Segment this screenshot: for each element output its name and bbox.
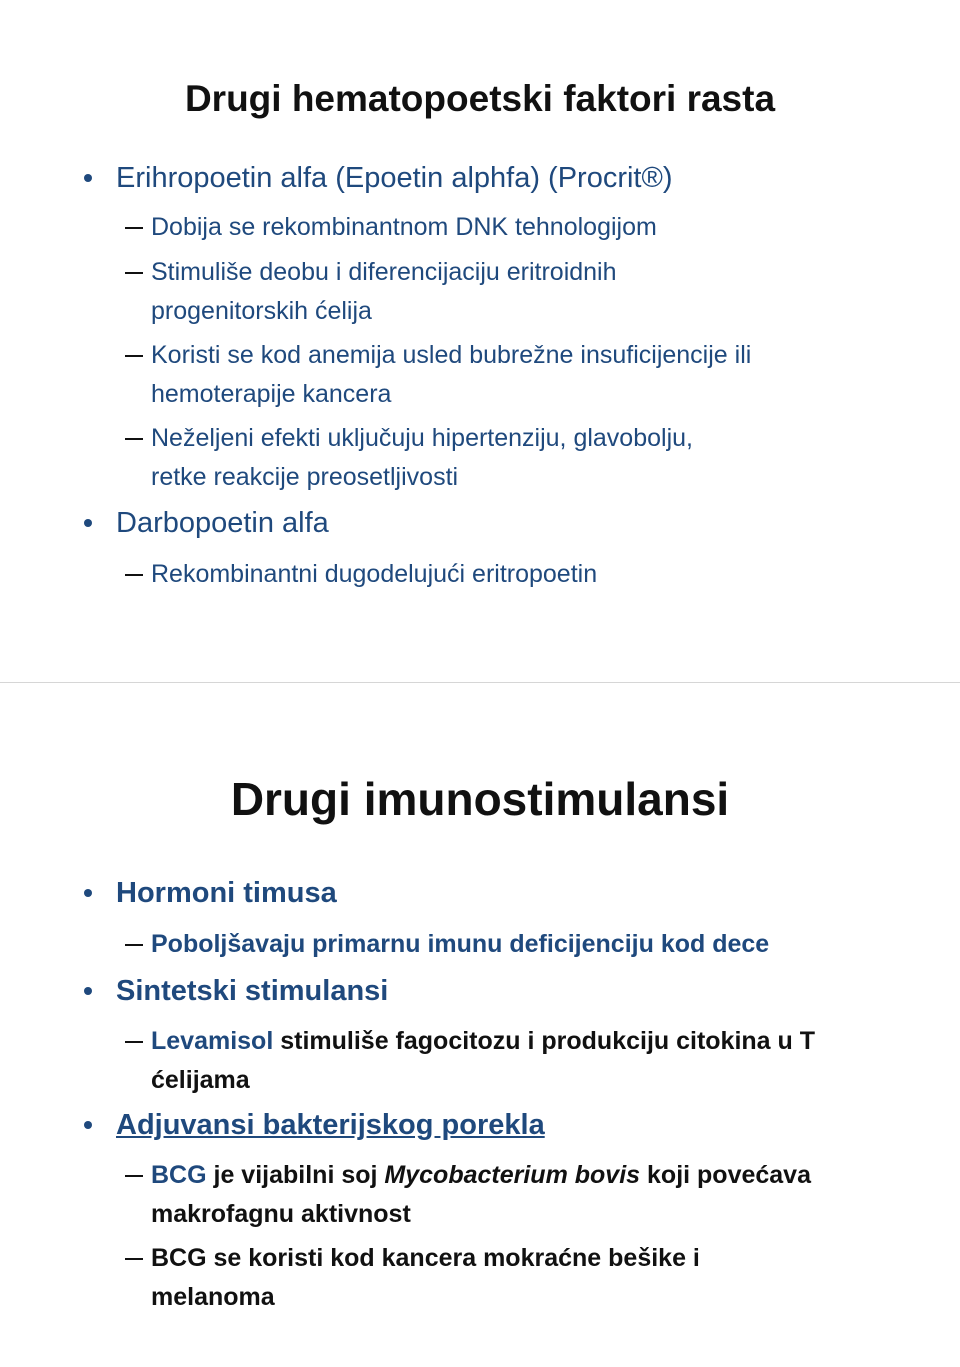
bcg-cancer-line2: melanoma xyxy=(151,1283,275,1311)
dash-marker xyxy=(125,438,143,440)
slide-1-title: Drugi hematopoetski faktori rasta xyxy=(184,78,776,119)
subbullet-text-line1: Stimuliše deobu i diferencijaciju eritroidnih xyxy=(151,258,617,286)
bullet-text: Erihropoetin alfa (Epoetin alphfa) (Procrit®) xyxy=(116,162,673,194)
dash-marker xyxy=(125,1041,143,1043)
subbullet-text-line2: progenitorskih ćelija xyxy=(151,297,372,325)
subbullet-stimulates xyxy=(151,253,617,331)
bullet-text: Sintetski stimulansi xyxy=(116,975,389,1007)
dash-marker xyxy=(125,944,143,946)
bullet-synthetic-stimulants xyxy=(116,975,388,1008)
slide-2-title: Drugi imunostimulansi xyxy=(230,773,730,825)
bullet-erythropoietin xyxy=(116,162,673,195)
bullet-text: Hormoni timusa xyxy=(116,877,337,909)
dash-marker xyxy=(125,1175,143,1177)
bcg-term: BCG xyxy=(151,1161,207,1189)
subbullet-text: Poboljšavaju primarnu imunu deficijenciju kod dece xyxy=(151,930,770,958)
bullet-dot xyxy=(84,889,92,897)
bcg-part2: koji povećava xyxy=(647,1161,811,1189)
subbullet-recombinant xyxy=(151,208,657,247)
subbullet-improve-immunity xyxy=(151,925,769,964)
subbullet-bcg-strain xyxy=(151,1156,811,1234)
bullet-bacterial-adjuvants xyxy=(116,1109,545,1142)
bullet-dot xyxy=(84,174,92,182)
bullet-dot xyxy=(84,519,92,527)
subbullet-levamisol xyxy=(151,1022,815,1100)
subbullet-bcg-cancer xyxy=(151,1239,700,1317)
bcg-cancer-line1: BCG se koristi kod kancera mokraćne bešike i xyxy=(151,1244,700,1272)
dash-marker xyxy=(125,272,143,274)
subbullet-side-effects xyxy=(151,419,693,497)
bullet-dot xyxy=(84,987,92,995)
subbullet-used-for xyxy=(151,336,751,414)
bullet-thymus-hormones xyxy=(116,877,337,910)
bullet-text: Adjuvansi bakterijskog porekla xyxy=(116,1109,545,1141)
bullet-darbopoetin xyxy=(116,507,329,540)
bullet-dot xyxy=(84,1121,92,1129)
subbullet-text-line1: Neželjeni efekti uključuju hipertenziju, glavobolju, xyxy=(151,424,693,452)
dash-marker xyxy=(125,1258,143,1260)
levamisol-term: Levamisol xyxy=(151,1027,274,1055)
subbullet-text-line2: retke reakcije preosetljivosti xyxy=(151,463,459,491)
levamisol-line2: ćelijama xyxy=(151,1066,250,1094)
subbullet-text-line1: Koristi se kod anemija usled bubrežne insuficijencije ili xyxy=(151,341,752,369)
dash-marker xyxy=(125,574,143,576)
slide-1 xyxy=(0,0,960,683)
dash-marker xyxy=(125,227,143,229)
levamisol-description: stimuliše fagocitozu i produkciju citokina u T xyxy=(280,1027,816,1055)
subbullet-long-acting xyxy=(151,555,597,594)
subbullet-text-line2: hemoterapije kancera xyxy=(151,380,392,408)
subbullet-text: Rekombinantni dugodelujući eritropoetin xyxy=(151,560,598,588)
bullet-text: Darbopoetin alfa xyxy=(116,507,329,539)
bcg-line2: makrofagnu aktivnost xyxy=(151,1200,411,1228)
bcg-species: Mycobacterium bovis xyxy=(384,1161,641,1189)
bcg-part1: je vijabilni soj xyxy=(213,1161,378,1189)
dash-marker xyxy=(125,355,143,357)
subbullet-text: Dobija se rekombinantnom DNK tehnologijom xyxy=(151,213,657,241)
